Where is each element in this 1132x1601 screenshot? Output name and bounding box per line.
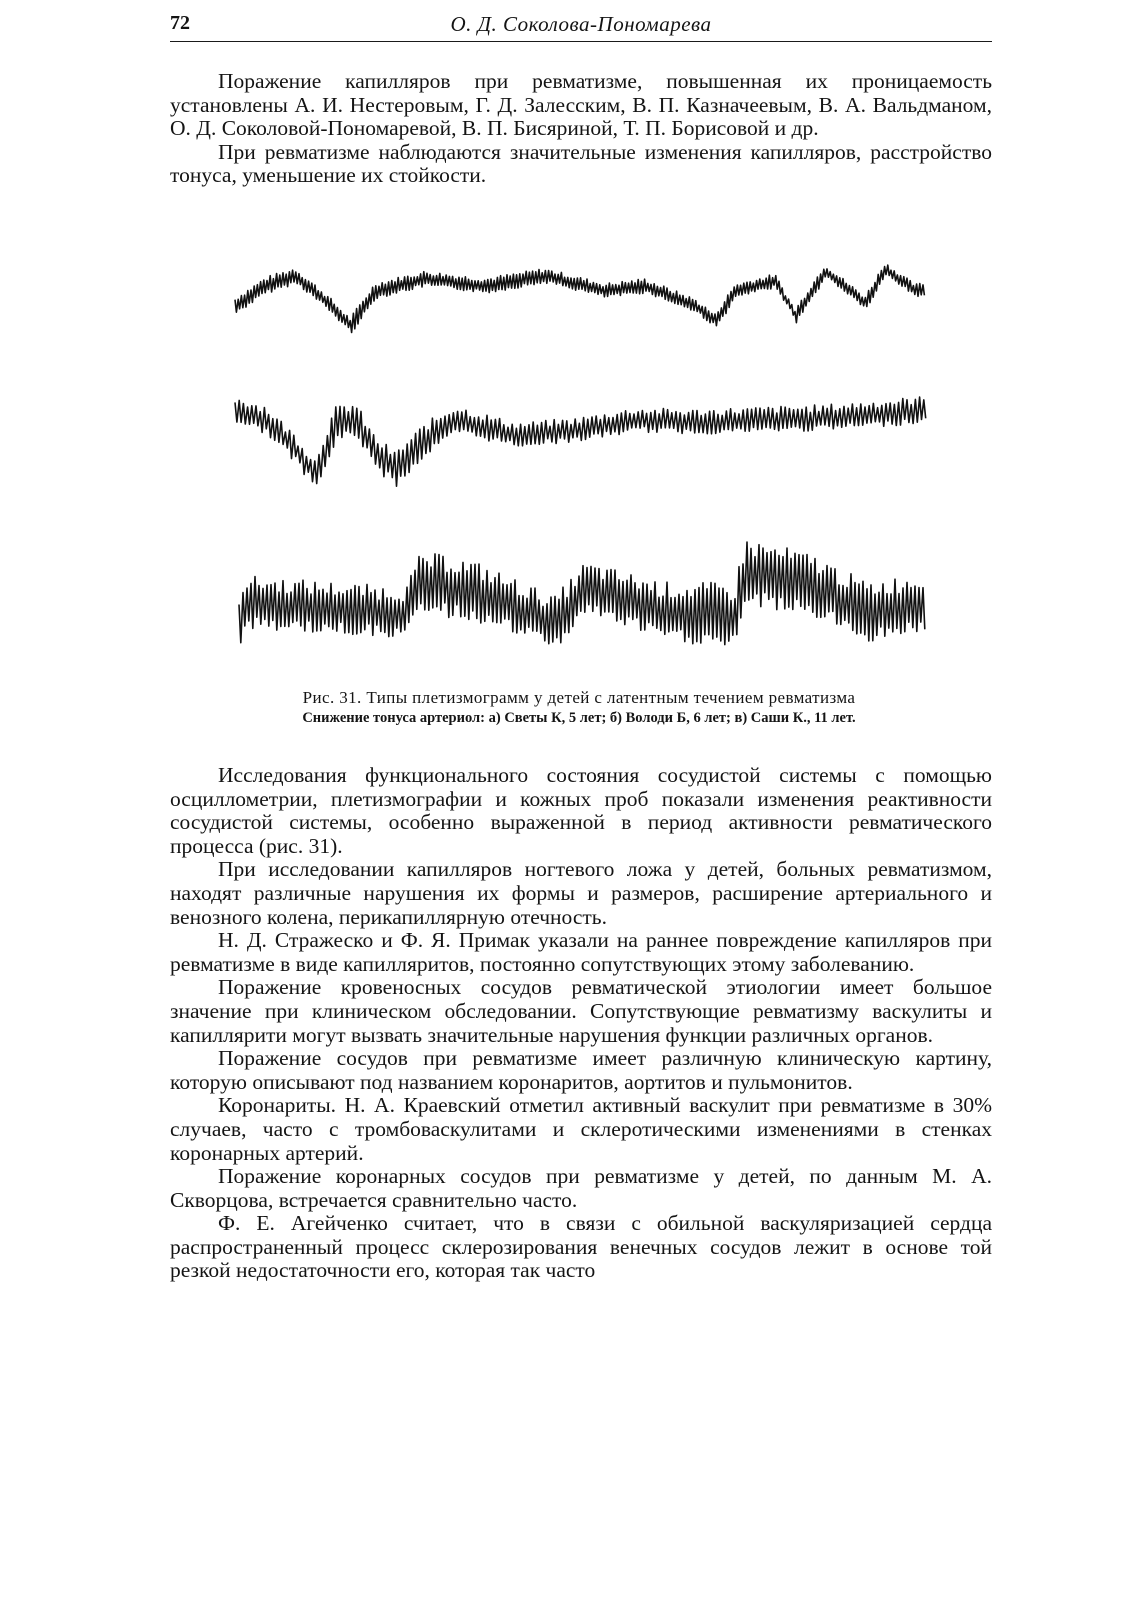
page-number: 72	[170, 12, 190, 34]
header-rule	[170, 41, 992, 42]
paragraph: Ф. Е. Агейченко считает, что в связи с обильной васкуляризацией сердца распространенный процесс склерозирования венечных сосудов лежит в основе той резкой недостаточности его, которая так часто	[170, 1211, 992, 1283]
plethysmogram-figure	[225, 232, 945, 692]
running-head: О. Д. Соколова-Пономарева	[450, 12, 712, 36]
paragraph: Н. Д. Стражеско и Ф. Я. Примак указали на раннее повреждение капилляров при ревматизме в виде капилляритов, постоянно сопутствующих этому заболеванию.	[170, 928, 992, 976]
text-block-bottom	[170, 764, 992, 1283]
plethysmogram-trace-b	[235, 397, 926, 486]
page-header	[170, 12, 992, 42]
paragraph: При ревматизме наблюдаются значительные изменения капилляров, расстройство тонуса, уменьшение их стойкости.	[170, 139, 992, 188]
plethysmogram-traces	[225, 232, 945, 692]
paragraph: Коронариты. Н. А. Краевский отметил активный васкулит при ревматизме в 30% случаев, часто с тромбоваскулитами и склеротическими изменениями в стенках коронарных артерий.	[170, 1093, 992, 1165]
paragraph: Поражение сосудов при ревматизме имеет различную клиническую картину, которую описывают под названием коронаритов, аортитов и пульмонитов.	[170, 1046, 992, 1094]
paragraph: Поражение кровеносных сосудов ревматической этиологии имеет большое значение при клиническом обследовании. Сопутствующие ревматизму васкулиты и капиллярити могут вызвать значительные нарушения функции различных органов.	[170, 975, 992, 1047]
figure-caption-title: Рис. 31. Типы плетизмограмм у детей с латентным течением ревматизма	[302, 688, 856, 707]
paragraph: Исследования функционального состояния сосудистой системы с помощью осциллометрии, плетизмографии и кожных проб показали изменения реактивности сосудистой системы, особенно выраженной в период активности ревматического процесса (рис. 31).	[170, 763, 992, 858]
paragraph: Поражение коронарных сосудов при ревматизме у детей, по данным М. А. Скворцова, встречается сравнительно часто.	[170, 1164, 992, 1212]
figure-caption-description: Снижение тонуса артериол: а) Светы К, 5 лет; б) Володи Б, 6 лет; в) Саши К., 11 лет.	[302, 710, 856, 726]
paragraph: Поражение капилляров при ревматизме, повышенная их проницаемость установлены А. И. Нестеровым, Г. Д. Залесским, В. П. Казначеевым, В. А. Вальдманом, О. Д. Соколовой-Пономаревой, В. П. Бисяриной, Т. П. Борисовой и др.	[170, 69, 992, 141]
paragraph: При исследовании капилляров ногтевого ложа у детей, больных ревматизмом, находят различные нарушения их формы и размеров, расширение артериального и венозного колена, перикапиллярную отечность.	[170, 857, 992, 929]
text-block-top	[170, 70, 992, 188]
plethysmogram-trace-a	[235, 265, 924, 332]
plethysmogram-trace-c	[239, 542, 925, 645]
